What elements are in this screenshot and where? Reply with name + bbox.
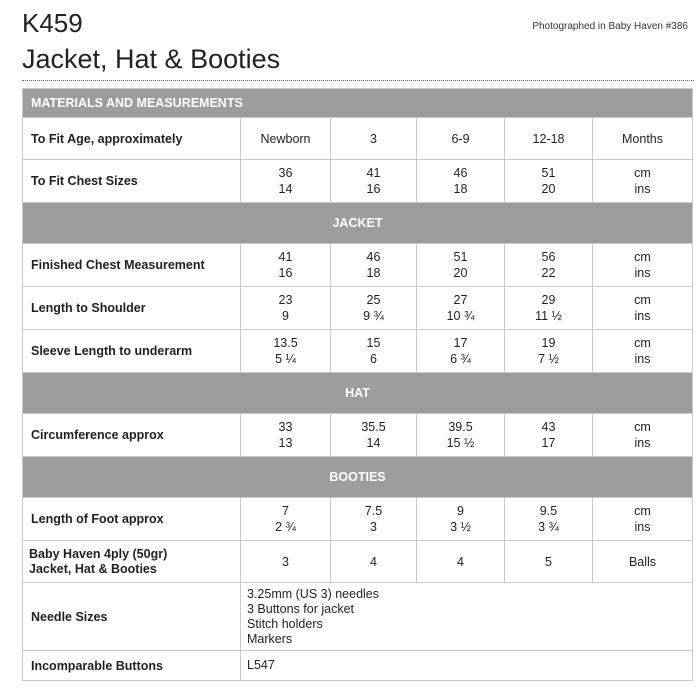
cm-value: 19	[541, 336, 556, 350]
materials-header-row	[23, 89, 693, 118]
cm-value: 13.5	[273, 336, 298, 350]
ins-value: 15 ½	[446, 436, 475, 450]
ins-value: 6	[370, 352, 377, 366]
measure-cell	[241, 244, 331, 287]
ins-value: 2 ¾	[275, 520, 296, 534]
units-cell	[593, 414, 693, 457]
needles-label: Needle Sizes	[23, 583, 241, 651]
yarn-label	[23, 541, 241, 583]
row-label: Circumference approx	[23, 414, 241, 457]
measure-cell	[241, 287, 331, 330]
needle-item: 3 Buttons for jacket	[247, 601, 355, 616]
measure-cell	[505, 244, 593, 287]
sleeve-length-row	[23, 330, 693, 373]
cm-unit: cm	[634, 420, 651, 434]
units-cell	[593, 498, 693, 541]
ins-value: 14	[366, 436, 381, 450]
cm-unit: cm	[634, 336, 651, 350]
measure-cell	[331, 287, 417, 330]
measure-cell	[505, 330, 593, 373]
buttons-label: Incomparable Buttons	[23, 651, 241, 681]
age-label: To Fit Age, approximately	[23, 118, 241, 160]
cm-value: 23	[278, 293, 293, 307]
circumference-row	[23, 414, 693, 457]
ins-value: 3	[370, 520, 377, 534]
age-value: 3	[331, 118, 417, 160]
dotted-divider	[22, 80, 694, 81]
age-value: 6-9	[417, 118, 505, 160]
cm-unit: cm	[634, 504, 651, 518]
ins-value: 20	[453, 266, 468, 280]
cm-value: 36	[278, 166, 293, 180]
measure-cell	[241, 498, 331, 541]
needle-item: Markers	[247, 631, 293, 646]
jacket-section-row	[23, 203, 693, 244]
cm-value: 9.5	[539, 504, 558, 518]
chest-row	[23, 160, 693, 203]
chest-value	[331, 160, 417, 203]
booties-section-row	[23, 457, 693, 498]
ins-value: 14	[278, 182, 293, 196]
chest-value	[505, 160, 593, 203]
units-cell	[593, 330, 693, 373]
needles-row	[23, 583, 693, 651]
units-cell	[593, 244, 693, 287]
row-label: Finished Chest Measurement	[23, 244, 241, 287]
cm-value: 33	[278, 420, 293, 434]
cm-value: 51	[541, 166, 556, 180]
ins-unit: ins	[634, 266, 651, 280]
ins-value: 3 ¾	[538, 520, 559, 534]
cm-unit: cm	[634, 250, 651, 264]
ins-value: 18	[453, 182, 468, 196]
ins-value: 22	[541, 266, 556, 280]
yarn-row	[23, 541, 693, 583]
ins-unit: ins	[634, 182, 651, 196]
cm-value: 41	[366, 166, 381, 180]
cm-value: 7	[282, 504, 289, 518]
measure-cell	[241, 330, 331, 373]
measure-cell	[331, 330, 417, 373]
buttons-row	[23, 651, 693, 681]
chest-value	[417, 160, 505, 203]
ins-value: 20	[541, 182, 556, 196]
ins-unit: ins	[634, 520, 651, 534]
measure-cell	[417, 287, 505, 330]
measure-cell	[417, 498, 505, 541]
balls-unit: Balls	[593, 541, 693, 583]
photographed-note: Photographed in Baby Haven #386	[532, 21, 688, 32]
cm-value: 15	[366, 336, 381, 350]
ins-value: 16	[278, 266, 293, 280]
cm-value: 56	[541, 250, 556, 264]
cm-value: 25	[366, 293, 381, 307]
ins-unit: ins	[634, 352, 651, 366]
balls-value: 5	[505, 541, 593, 583]
hat-section-row	[23, 373, 693, 414]
buttons-value: L547	[241, 651, 693, 681]
measure-cell	[331, 498, 417, 541]
finished-chest-row	[23, 244, 693, 287]
cm-value: 39.5	[448, 420, 473, 434]
age-value: Newborn	[241, 118, 331, 160]
measure-cell	[417, 244, 505, 287]
chest-value	[241, 160, 331, 203]
ins-value: 5 ¼	[275, 352, 296, 366]
pattern-title: Jacket, Hat & Booties	[22, 44, 281, 74]
cm-value: 27	[453, 293, 468, 307]
age-value: 12-18	[505, 118, 593, 160]
foot-length-row	[23, 498, 693, 541]
measure-cell	[331, 414, 417, 457]
ins-value: 9 ¾	[363, 309, 384, 323]
measure-cell	[241, 414, 331, 457]
ins-unit: ins	[634, 309, 651, 323]
cm-value: 7.5	[364, 504, 383, 518]
cm-unit: cm	[634, 166, 651, 180]
row-label: Sleeve Length to underarm	[23, 330, 241, 373]
measurements-table	[22, 88, 693, 681]
balls-value: 4	[331, 541, 417, 583]
ins-value: 10 ¾	[446, 309, 475, 323]
cm-value: 41	[278, 250, 293, 264]
cm-value: 51	[453, 250, 468, 264]
length-to-shoulder-row	[23, 287, 693, 330]
cm-value: 29	[541, 293, 556, 307]
ins-value: 16	[366, 182, 381, 196]
balls-value: 4	[417, 541, 505, 583]
age-unit: Months	[593, 118, 693, 160]
pattern-code: K459	[22, 8, 83, 38]
row-label: Length of Foot approx	[23, 498, 241, 541]
needles-list	[241, 583, 693, 651]
cm-value: 35.5	[361, 420, 386, 434]
hat-section-title: HAT	[23, 373, 693, 414]
units-cell	[593, 287, 693, 330]
cm-value: 9	[457, 504, 464, 518]
cm-value: 17	[453, 336, 468, 350]
ins-value: 18	[366, 266, 381, 280]
needle-item: 3.25mm (US 3) needles	[247, 586, 380, 601]
cm-value: 46	[453, 166, 468, 180]
materials-header: MATERIALS AND MEASUREMENTS	[23, 89, 693, 118]
row-label: Length to Shoulder	[23, 287, 241, 330]
booties-section-title: BOOTIES	[23, 457, 693, 498]
needle-item: Stitch holders	[247, 616, 323, 631]
yarn-name: Baby Haven 4ply (50gr)	[29, 546, 168, 561]
jacket-section-title: JACKET	[23, 203, 693, 244]
ins-value: 11 ½	[535, 309, 562, 323]
ins-value: 3 ½	[450, 520, 471, 534]
cm-value: 43	[541, 420, 556, 434]
ins-value: 13	[278, 436, 293, 450]
measure-cell	[505, 287, 593, 330]
chest-units	[593, 160, 693, 203]
measure-cell	[505, 498, 593, 541]
cm-value: 46	[366, 250, 381, 264]
measure-cell	[505, 414, 593, 457]
measure-cell	[417, 330, 505, 373]
ins-value: 17	[541, 436, 556, 450]
age-row	[23, 118, 693, 160]
ins-unit: ins	[634, 436, 651, 450]
ins-value: 9	[282, 309, 289, 323]
measure-cell	[417, 414, 505, 457]
ins-value: 7 ½	[538, 352, 559, 366]
balls-value: 3	[241, 541, 331, 583]
chest-label: To Fit Chest Sizes	[23, 160, 241, 203]
ins-value: 6 ¾	[450, 352, 471, 366]
cm-unit: cm	[634, 293, 651, 307]
yarn-items: Jacket, Hat & Booties	[29, 561, 157, 576]
measure-cell	[331, 244, 417, 287]
